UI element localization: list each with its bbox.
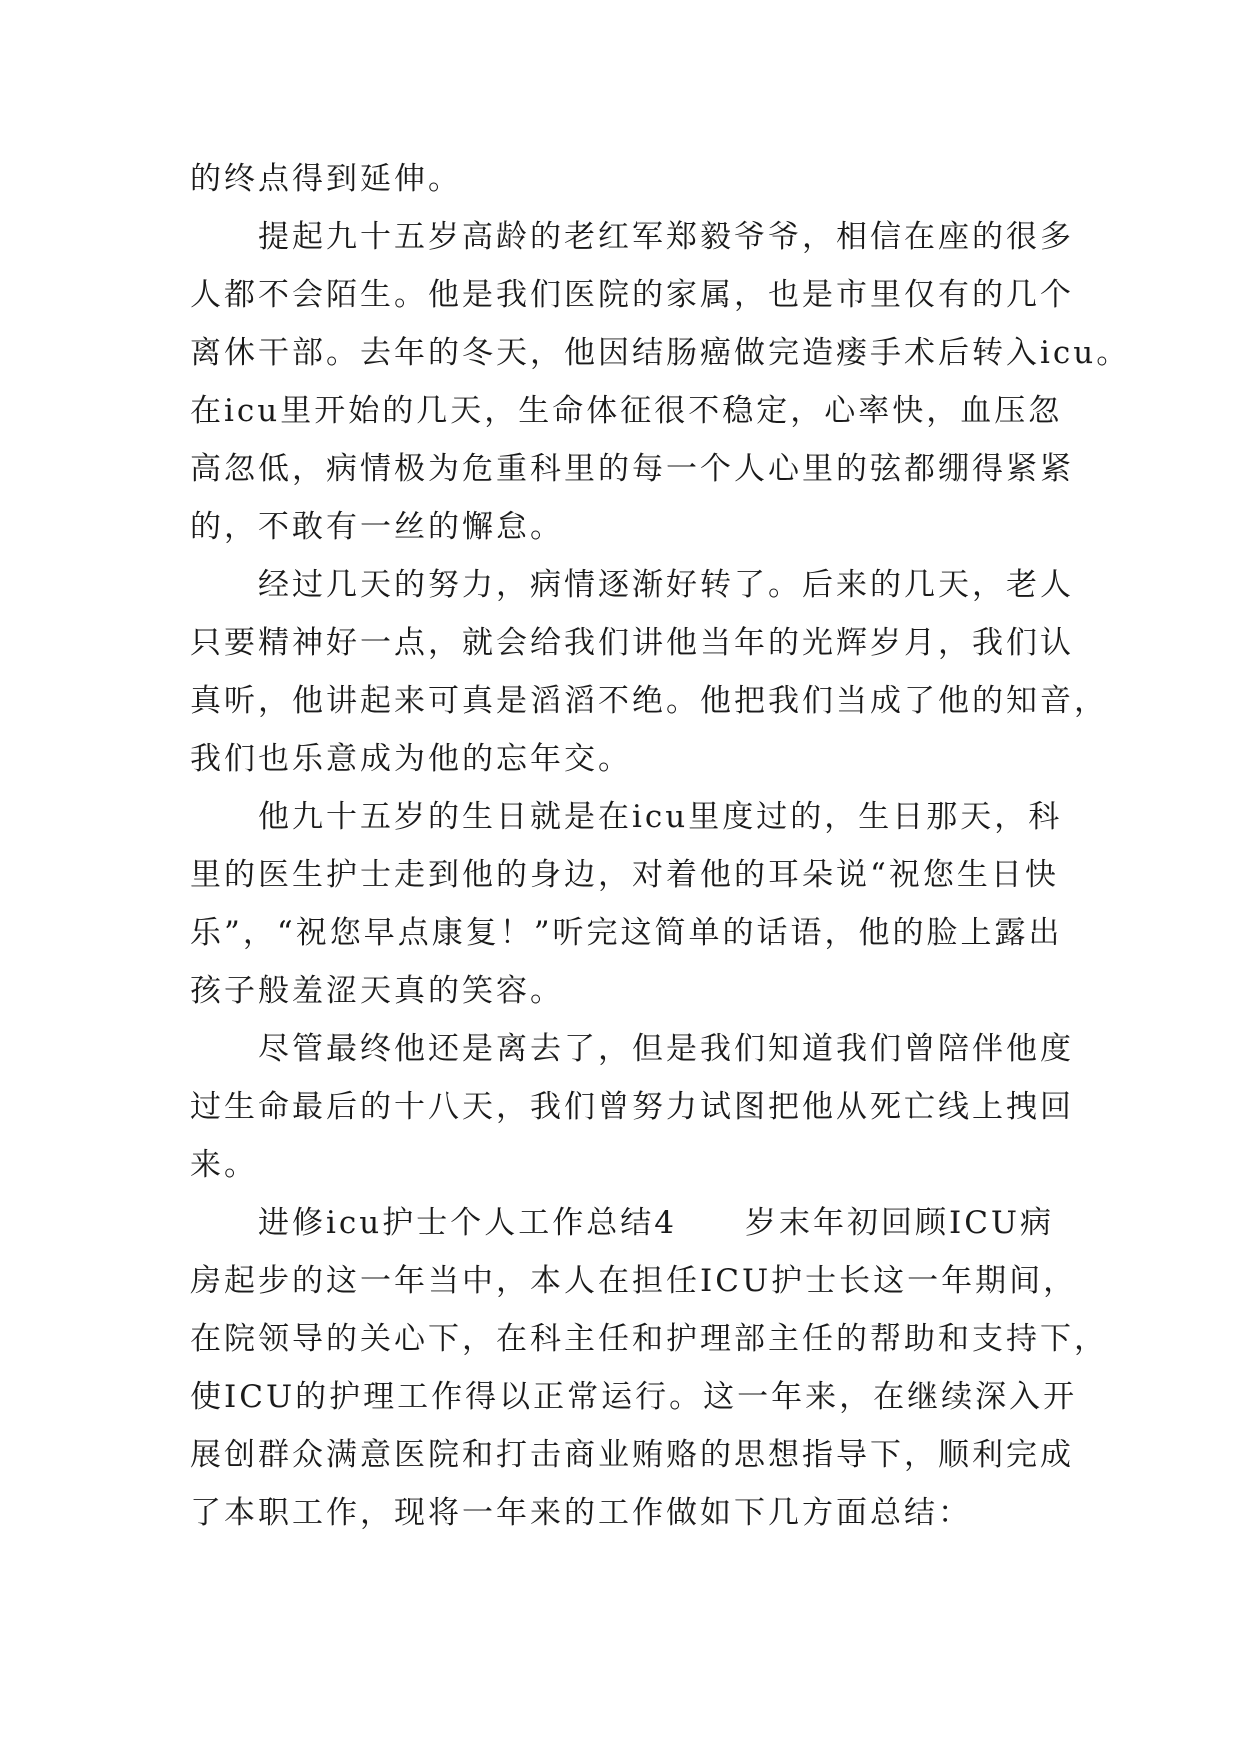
text-line: 离休干部。去年的冬天，他因结肠癌做完造瘘手术后转入icu。 — [190, 335, 1131, 371]
text-line: 高忽低，病情极为危重科里的每一个人心里的弦都绷得紧紧 — [190, 451, 1074, 487]
text-line: 进修icu护士个人工作总结4 岁末年初回顾ICU病 — [258, 1205, 1055, 1241]
text-line: 只要精神好一点，就会给我们讲他当年的光辉岁月，我们认 — [190, 625, 1074, 661]
text-line: 人都不会陌生。他是我们医院的家属，也是市里仅有的几个 — [190, 277, 1074, 313]
text-line: 里的医生护士走到他的身边，对着他的耳朵说“祝您生日快 — [190, 857, 1059, 893]
text-line: 的终点得到延伸。 — [190, 161, 462, 197]
text-line: 乐”，“祝您早点康复！”听完这简单的话语，他的脸上露出 — [190, 915, 1063, 951]
text-line: 在院领导的关心下，在科主任和护理部主任的帮助和支持下， — [190, 1321, 1108, 1357]
text-line: 房起步的这一年当中，本人在担任ICU护士长这一年期间， — [190, 1263, 1078, 1299]
text-line: 我们也乐意成为他的忘年交。 — [190, 741, 632, 777]
text-line: 的，不敢有一丝的懈怠。 — [190, 509, 564, 545]
text-line: 尽管最终他还是离去了，但是我们知道我们曾陪伴他度 — [258, 1031, 1074, 1067]
text-line: 提起九十五岁高龄的老红军郑毅爷爷，相信在座的很多 — [258, 219, 1074, 255]
text-line: 过生命最后的十八天，我们曾努力试图把他从死亡线上拽回 — [190, 1089, 1074, 1125]
body-text — [190, 150, 1131, 1542]
text-line: 他九十五岁的生日就是在icu里度过的，生日那天，科 — [258, 799, 1063, 835]
text-line: 展创群众满意医院和打击商业贿赂的思想指导下，顺利完成 — [190, 1437, 1074, 1473]
text-line: 经过几天的努力，病情逐渐好转了。后来的几天，老人 — [258, 567, 1074, 603]
text-line: 在icu里开始的几天，生命体征很不稳定，心率快，血压忽 — [190, 393, 1063, 429]
text-line: 来。 — [190, 1147, 258, 1183]
text-line: 了本职工作，现将一年来的工作做如下几方面总结： — [190, 1495, 972, 1531]
text-line: 使ICU的护理工作得以正常运行。这一年来，在继续深入开 — [190, 1379, 1078, 1415]
text-line: 孩子般羞涩天真的笑容。 — [190, 973, 564, 1009]
text-line: 真听，他讲起来可真是滔滔不绝。他把我们当成了他的知音， — [190, 683, 1108, 719]
